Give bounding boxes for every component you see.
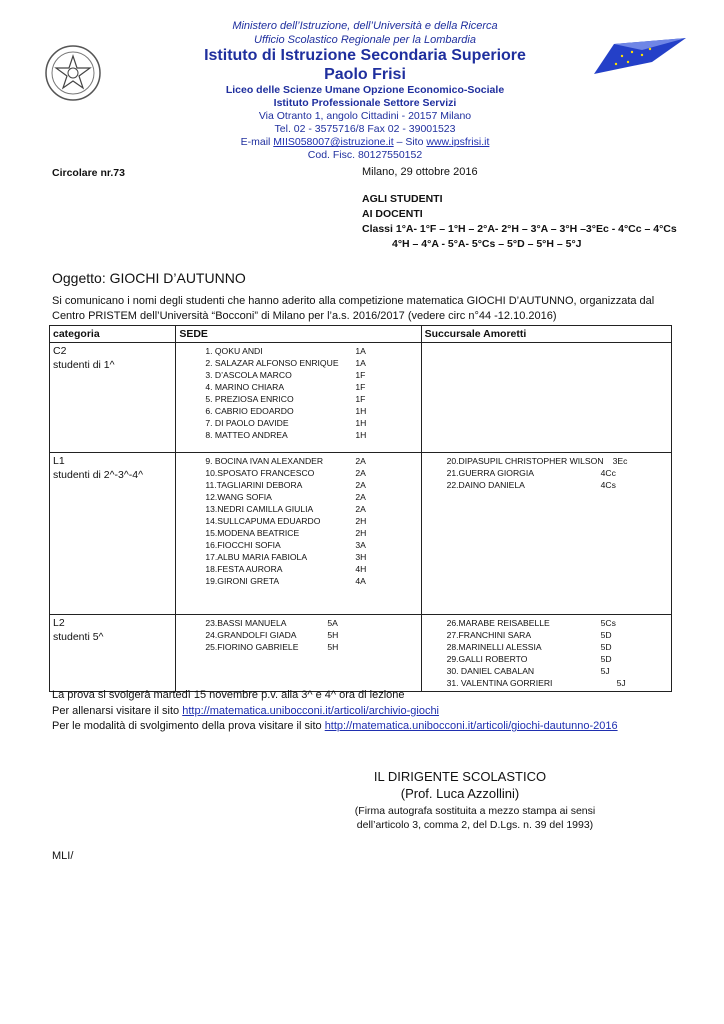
header-school-name: Paolo Frisi <box>324 66 406 83</box>
signature-note-1: (Firma autografa sostituita a mezzo stampa ai sensi <box>354 805 596 817</box>
category-code: L2 <box>53 617 65 629</box>
header-phone: Tel. 02 - 3575716/8 Fax 02 - 39001523 <box>274 123 456 135</box>
signature-note-2: dell’articolo 3, comma 2, del D.Lgs. n. 39 del 1993) <box>356 819 594 831</box>
list-item: 1. QOKU ANDI 1A <box>205 346 366 356</box>
list-item: 4. MARINO CHIARA 1F <box>205 382 366 392</box>
intro-line-1: Si comunicano i nomi degli studenti che hanno aderito alla competizione matematica GIOCHI D’AUTUNNO, organizzata dal <box>52 295 655 307</box>
list-item: 3. D’ASCOLA MARCO 1F <box>205 370 366 380</box>
header-sede: SEDE <box>176 326 421 343</box>
mode-link[interactable]: http://matematica.unibocconi.it/articoli/giochi-dautunno-2016 <box>324 720 618 732</box>
list-item: 27.FRANCHINI SARA 5D <box>446 630 612 640</box>
succursale-cell <box>421 343 671 453</box>
list-item: 14.SULLCAPUMA EDUARDO 2H <box>205 516 367 526</box>
list-item: 12.WANG SOFIA 2A <box>205 492 366 502</box>
list-item: 18.FESTA AURORA 4H <box>205 564 367 574</box>
category-desc: studenti 5^ <box>53 631 104 643</box>
table-row <box>50 615 672 692</box>
signature-name: (Prof. Luca Azzollini) <box>400 786 520 801</box>
list-item: 19.GIRONI GRETA 4A <box>205 576 366 586</box>
header-office: Ufficio Scolastico Regionale per la Lombardia <box>254 34 476 46</box>
recipients-teachers: AI DOCENTI <box>362 208 423 220</box>
header-fiscal-code: Cod. Fisc. 80127550152 <box>307 149 423 161</box>
mode-prefix: Per le modalità di svolgimento della prova visitare il sito <box>52 720 325 732</box>
list-item: 30. DANIEL CABALAN 5J <box>446 666 610 676</box>
circular-number: Circolare nr.73 <box>52 167 125 179</box>
list-item: 22.DAINO DANIELA 4Cs <box>446 480 616 490</box>
table-header-row <box>50 326 672 343</box>
category-cell <box>50 453 176 615</box>
exam-date-note: La prova si svolgerà martedì 15 novembre p.v. alla 3^ e 4^ ora di lezione <box>52 689 405 701</box>
header-address: Via Otranto 1, angolo Cittadini - 20157 Milano <box>258 110 472 122</box>
list-item: 2. SALAZAR ALFONSO ENRIQUE 1A <box>205 358 366 368</box>
mode-note <box>52 720 618 732</box>
list-item: 24.GRANDOLFI GIADA 5H <box>205 630 339 640</box>
list-item: 16.FIOCCHI SOFIA 3A <box>205 540 366 550</box>
sede-cell <box>176 343 421 453</box>
list-item: 29.GALLI ROBERTO 5D <box>446 654 612 664</box>
succursale-list <box>425 617 668 689</box>
list-item: 8. MATTEO ANDREA 1H <box>205 430 367 440</box>
category-code: C2 <box>53 345 67 357</box>
list-item: 17.ALBU MARIA FABIOLA 3H <box>205 552 367 562</box>
table-row <box>50 343 672 453</box>
category-desc: studenti di 1^ <box>53 359 115 371</box>
list-item: 20.DIPASUPIL CHRISTOPHER WILSON 3Ec <box>446 456 628 466</box>
header-succursale: Succursale Amoretti <box>421 326 671 343</box>
list-item: 9. BOCINA IVAN ALEXANDER 2A <box>205 456 366 466</box>
category-code: L1 <box>53 455 65 467</box>
list-item: 28.MARINELLI ALESSIA 5D <box>446 642 612 652</box>
sede-list <box>179 455 417 587</box>
training-prefix: Per allenarsi visitare il sito <box>52 705 183 717</box>
sede-list <box>179 617 417 653</box>
succursale-cell <box>421 453 671 615</box>
list-item: 31. VALENTINA GORRIERI 5J <box>446 678 626 688</box>
category-desc: studenti di 2^-3^-4^ <box>53 469 144 481</box>
category-cell <box>50 615 176 692</box>
list-item: 7. DI PAOLO DAVIDE 1H <box>205 418 367 428</box>
recipients-students: AGLI STUDENTI <box>362 193 443 205</box>
email-link[interactable]: MIIS058007@istruzione.it <box>273 136 394 148</box>
category-cell <box>50 343 176 453</box>
list-item: 13.NEDRI CAMILLA GIULIA 2A <box>205 504 366 514</box>
recipient-classes-line1: Classi 1°A- 1°F – 1°H – 2°A- 2°H – 3°A – 3°H –3°Ec - 4°Cc – 4°Cs <box>362 223 677 235</box>
header-contacts <box>170 136 560 148</box>
email-prefix: E-mail <box>240 136 274 148</box>
list-item: 11.TAGLIARINI DEBORA 2A <box>205 480 366 490</box>
header-school-type: Istituto di Istruzione Secondaria Superiore <box>204 47 526 64</box>
site-prefix: – Sito <box>393 136 427 148</box>
list-item: 21.GUERRA GIORGIA 4Cc <box>446 468 616 478</box>
signature-title: IL DIRIGENTE SCOLASTICO <box>373 769 547 784</box>
table-row <box>50 453 672 615</box>
sede-cell <box>176 615 421 692</box>
training-note <box>52 705 439 717</box>
recipient-classes-line2: 4°H – 4°A - 5°A- 5°Cs – 5°D – 5°H – 5°J <box>392 238 582 250</box>
list-item: 10.SPOSATO FRANCESCO 2A <box>205 468 366 478</box>
list-item: 25.FIORINO GABRIELE 5H <box>205 642 339 652</box>
succursale-list <box>425 455 668 491</box>
list-item: 6. CABRIO EDOARDO 1H <box>205 406 367 416</box>
sede-list <box>179 345 417 441</box>
header-liceo: Liceo delle Scienze Umane Opzione Economico-Sociale <box>225 84 505 96</box>
sede-cell <box>176 453 421 615</box>
succursale-cell <box>421 615 671 692</box>
subject-heading: Oggetto: GIOCHI D’AUTUNNO <box>52 270 246 286</box>
list-item: 15.MODENA BEATRICE 2H <box>205 528 367 538</box>
training-link[interactable]: http://matematica.unibocconi.it/articoli/archivio-giochi <box>182 705 439 717</box>
list-item: 23.BASSI MANUELA 5A <box>205 618 338 628</box>
list-item: 5. PREZIOSA ENRICO 1F <box>205 394 366 404</box>
participants-table <box>49 325 672 692</box>
school-logo-icon <box>592 36 688 76</box>
header-ministry: Ministero dell’Istruzione, dell’Università e della Ricerca <box>232 20 498 32</box>
header-categoria: categoria <box>50 326 176 343</box>
circular-date: Milano, 29 ottobre 2016 <box>362 166 478 178</box>
list-item: 26.MARABE REISABELLE 5Cs <box>446 618 616 628</box>
site-link[interactable]: www.ipsfrisi.it <box>426 136 490 148</box>
header-professionale: Istituto Professionale Settore Servizi <box>273 97 457 109</box>
republic-seal-icon <box>44 44 102 102</box>
author-initials: MLI/ <box>52 850 74 862</box>
intro-line-2: Centro PRISTEM dell’Università “Bocconi” di Milano per l’a.s. 2016/2017 (vedere circ n°44 -12.10.2016) <box>52 310 557 322</box>
